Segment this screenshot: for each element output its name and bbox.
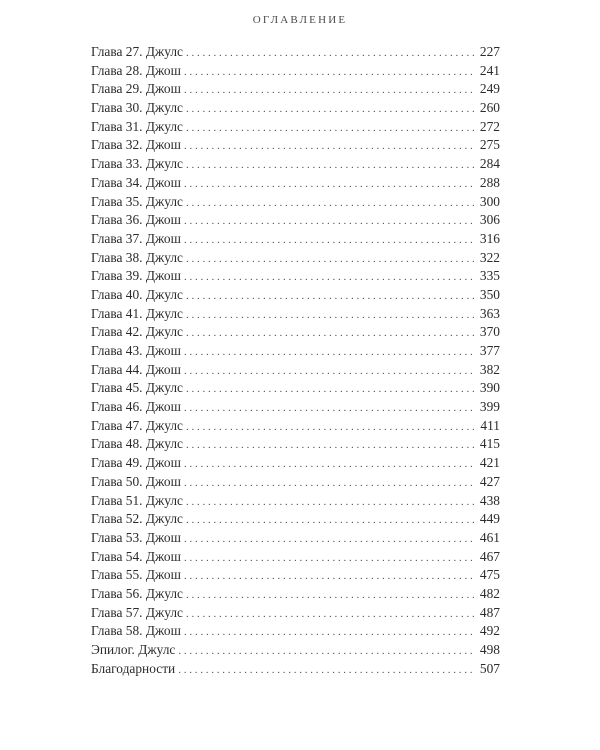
dot-leader <box>186 287 475 306</box>
toc-entry-title: Глава 33. Джулс <box>91 156 184 172</box>
dot-leader <box>184 567 475 586</box>
toc-entry <box>91 510 500 529</box>
dot-leader <box>186 119 475 138</box>
toc-entry-page-number: 227 <box>479 44 500 59</box>
toc-entry-page-number: 260 <box>479 100 500 116</box>
dot-leader <box>184 455 475 474</box>
toc-entry-title: Глава 56. Джулс <box>91 585 184 601</box>
dot-leader <box>186 586 475 605</box>
dot-leader <box>184 268 475 287</box>
toc-entry-page-number: 461 <box>479 529 500 545</box>
toc-entry-title: Глава 41. Джулс <box>91 305 184 321</box>
toc-entry-title: Глава 46. Джош <box>91 399 181 415</box>
page-title: ОГЛАВЛЕНИЕ <box>252 14 348 26</box>
toc-entry-title: Глава 29. Джош <box>91 81 181 97</box>
toc-entry-page-number: 300 <box>479 193 500 209</box>
toc-entry <box>91 417 500 436</box>
toc-entry-page-number: 399 <box>479 399 500 415</box>
toc-entry-page-number: 487 <box>479 604 500 620</box>
toc-entry-page-number: 438 <box>479 492 500 508</box>
dot-leader <box>184 81 475 100</box>
toc-entry-page-number: 370 <box>479 324 500 340</box>
dot-leader <box>184 530 475 549</box>
toc-entry <box>91 80 500 99</box>
dot-leader <box>184 399 475 418</box>
toc-entry <box>91 454 500 473</box>
dot-leader <box>184 623 475 642</box>
toc-entry <box>91 118 500 137</box>
toc-entry-title: Глава 31. Джулс <box>91 118 184 134</box>
toc-entry-page-number: 335 <box>479 268 500 284</box>
toc-entry <box>91 566 500 585</box>
toc-entry-title: Глава 51. Джулс <box>91 492 184 508</box>
toc-entry-page-number: 498 <box>479 642 500 657</box>
dot-leader <box>178 661 475 680</box>
toc-entry-page-number: 284 <box>479 156 500 172</box>
toc-entry <box>91 155 500 174</box>
dot-leader <box>186 511 475 530</box>
toc-entry <box>91 43 500 62</box>
toc-entry-title: Глава 35. Джулс <box>91 193 184 209</box>
toc-entry-title: Глава 27. Джулс <box>91 44 184 59</box>
toc-entry <box>91 492 500 511</box>
toc-entry-page-number: 390 <box>479 380 500 396</box>
toc-entry-title: Глава 52. Джулс <box>91 511 184 527</box>
toc-entry <box>91 342 500 361</box>
toc-entry-page-number: 411 <box>480 417 500 433</box>
toc-entry-title: Глава 38. Джулс <box>91 249 184 265</box>
toc-entry-title: Глава 42. Джулс <box>91 324 184 340</box>
toc-entry-page-number: 241 <box>479 62 500 78</box>
dot-leader <box>186 436 475 455</box>
dot-leader <box>178 642 475 661</box>
toc-entry-page-number: 322 <box>479 249 500 265</box>
toc-entry-page-number: 306 <box>479 212 500 228</box>
toc-entry-title: Глава 28. Джош <box>91 62 181 78</box>
toc-entry-page-number: 316 <box>479 230 500 246</box>
toc-entry <box>91 99 500 118</box>
toc-entry <box>91 529 500 548</box>
toc-entry-title: Эпилог. Джулс <box>91 642 176 657</box>
dot-leader <box>186 605 475 624</box>
toc-entry-title: Глава 44. Джош <box>91 361 181 377</box>
dot-leader <box>184 362 475 381</box>
toc-entry-title: Глава 39. Джош <box>91 268 181 284</box>
toc-entry-page-number: 275 <box>479 137 500 153</box>
toc-entry-page-number: 363 <box>479 305 500 321</box>
toc-entry-page-number: 467 <box>479 548 500 564</box>
toc-entry <box>91 62 500 81</box>
toc-entry <box>91 361 500 380</box>
toc-entry <box>91 435 500 454</box>
toc-entry-title: Глава 50. Джош <box>91 473 181 489</box>
toc-entry <box>91 174 500 193</box>
dot-leader <box>184 137 475 156</box>
toc-entry <box>91 230 500 249</box>
toc-entry-title: Благодарности <box>91 660 176 676</box>
toc-entry-title: Глава 32. Джош <box>91 137 181 153</box>
toc-entry-title: Глава 40. Джулс <box>91 286 184 302</box>
toc-entry <box>91 286 500 305</box>
toc-entry <box>91 604 500 623</box>
toc-entry-page-number: 427 <box>479 473 500 489</box>
toc-entry <box>91 379 500 398</box>
toc-entry-page-number: 382 <box>479 361 500 377</box>
toc-entry <box>91 323 500 342</box>
toc-entry <box>91 193 500 212</box>
dot-leader <box>186 250 475 269</box>
toc-entry-page-number: 475 <box>479 567 500 583</box>
toc-entry-title: Глава 57. Джулс <box>91 604 184 620</box>
toc-entry-page-number: 507 <box>479 660 500 676</box>
toc-entry-page-number: 492 <box>479 623 500 639</box>
toc-entry-page-number: 350 <box>479 286 500 302</box>
toc-entry-title: Глава 37. Джош <box>91 230 181 246</box>
toc-entry-title: Глава 58. Джош <box>91 623 181 639</box>
dot-leader <box>184 231 475 250</box>
toc-entry-title: Глава 53. Джош <box>91 529 181 545</box>
dot-leader <box>186 194 475 213</box>
dot-leader <box>186 418 475 437</box>
table-of-contents <box>91 43 500 678</box>
dot-leader <box>186 493 475 512</box>
toc-entry-page-number: 482 <box>479 585 500 601</box>
toc-entry-title: Глава 47. Джулс <box>91 417 184 433</box>
toc-entry-page-number: 272 <box>479 118 500 134</box>
dot-leader <box>184 175 475 194</box>
toc-entry-page-number: 421 <box>479 455 500 471</box>
dot-leader <box>184 474 475 493</box>
dot-leader <box>186 324 475 343</box>
toc-entry <box>91 641 500 660</box>
toc-entry <box>91 267 500 286</box>
toc-entry-title: Глава 36. Джош <box>91 212 181 228</box>
toc-entry-page-number: 249 <box>479 81 500 97</box>
toc-entry-page-number: 377 <box>479 343 500 358</box>
dot-leader <box>186 100 475 119</box>
toc-entry <box>91 211 500 230</box>
toc-entry-page-number: 288 <box>479 174 500 190</box>
dot-leader <box>186 306 475 325</box>
toc-entry-title: Глава 34. Джош <box>91 174 181 190</box>
toc-entry-title: Глава 49. Джош <box>91 455 181 471</box>
dot-leader <box>186 380 475 399</box>
toc-entry <box>91 398 500 417</box>
toc-entry-title: Глава 30. Джулс <box>91 100 184 116</box>
toc-entry-page-number: 449 <box>479 511 500 527</box>
dot-leader <box>186 156 475 175</box>
toc-entry-title: Глава 45. Джулс <box>91 380 184 396</box>
toc-entry-title: Глава 55. Джош <box>91 567 181 583</box>
toc-entry-title: Глава 54. Джош <box>91 548 181 564</box>
toc-entry-page-number: 415 <box>479 436 500 452</box>
toc-entry <box>91 585 500 604</box>
toc-entry <box>91 136 500 155</box>
toc-entry-title: Глава 48. Джулс <box>91 436 184 452</box>
dot-leader <box>184 63 475 82</box>
toc-entry <box>91 473 500 492</box>
toc-entry <box>91 249 500 268</box>
dot-leader <box>186 44 475 63</box>
toc-entry-title: Глава 43. Джош <box>91 343 181 358</box>
dot-leader <box>184 343 475 362</box>
toc-entry <box>91 622 500 641</box>
toc-entry <box>91 660 500 679</box>
dot-leader <box>184 549 475 568</box>
dot-leader <box>184 212 475 231</box>
toc-entry <box>91 548 500 567</box>
toc-entry <box>91 305 500 324</box>
